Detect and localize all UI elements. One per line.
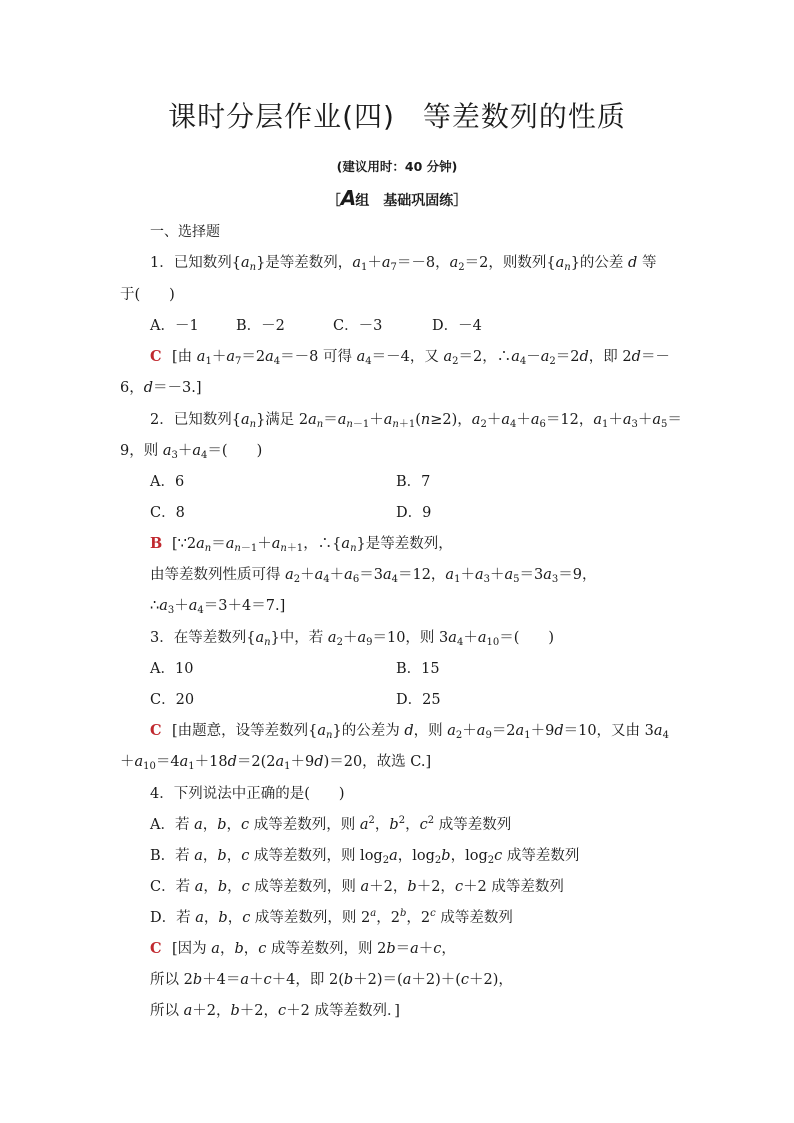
q1-solution-line2: 6，d＝－3.]: [120, 380, 202, 396]
q2-answer-letter: B: [150, 535, 163, 552]
q4-solution-line2: 所以 2b＋4＝a＋c＋4，即 2(b＋2)＝(a＋2)＋(c＋2)，: [150, 972, 513, 988]
q2-option-a: A．6: [150, 474, 185, 490]
q2-option-b: B．7: [396, 474, 431, 490]
q2-solution-line3: $\therefore a_3+a_4=3+4=7$.]: [150, 598, 286, 616]
q1-option-c: C．－3: [333, 318, 383, 334]
q2-option-d: D．9: [396, 505, 432, 521]
group-heading: ［A组 基础巩固练］: [326, 186, 468, 210]
q2-stem-line2: 9，则 $a_3+a_4=$( ): [120, 443, 263, 461]
q1-option-b: B．－2: [236, 318, 285, 334]
q2-solution-line1: B [$\because 2a_n=a_{n-1}+a_{n+1}$，$\therefore\{a_n\}$是等差数列，: [150, 535, 453, 554]
q1-solution-line1: C [由 $a_1+a_7=2a_4=-8$ 可得 $a_4=-4$，又 $a_2=2$，$\therefore a_4-a_2=2d$，即 2d＝－: [150, 348, 670, 367]
q4-option-b: B．若 a，b，c 成等差数列，则 $\log_2a$，$\log_2b$，$\log_2c$ 成等差数列: [150, 848, 580, 866]
q1-option-a: A．－1: [150, 318, 199, 334]
q4-solution-line1: C [因为 a，b，c 成等差数列，则 2b＝a＋c，: [150, 940, 456, 957]
q3-answer-letter: C: [150, 722, 162, 739]
q3-option-b: B．15: [396, 661, 440, 677]
q3-option-a: A．10: [150, 661, 194, 677]
time-note: (建议用时：40 分钟): [336, 159, 458, 174]
q2-stem-line1: 2．已知数列$\{a_n\}$满足 $2a_n=a_{n-1}+a_{n+1}(n\ge 2)$，$a_2+a_4+a_6=12$，$a_1+a_3+a_5=$: [150, 412, 682, 430]
q4-answer-letter: C: [150, 940, 162, 957]
page-title: 课时分层作业(四) 等差数列的性质: [168, 100, 626, 133]
section-heading: 一、选择题: [150, 224, 220, 240]
q3-stem: 3．在等差数列$\{a_n\}$中，若 $a_2+a_9=10$，则 $3a_4+a_{10}=$( ): [150, 630, 555, 648]
q3-option-d: D．25: [396, 692, 441, 708]
q3-option-c: C．20: [150, 692, 195, 708]
q4-option-d: D．若 a，b，c 成等差数列，则 2$^a$，2$^b$，2$^c$ 成等差数列: [150, 908, 513, 926]
q3-solution-line1: C [由题意，设等差数列$\{a_n\}$的公差为 d，则 $a_2+a_9=2a_1+9d=10$，又由 $3a_4$: [150, 722, 669, 741]
q4-stem: 4．下列说法中正确的是( ): [150, 786, 345, 802]
q1-answer-letter: C: [150, 348, 162, 365]
q1-option-d: D．－4: [432, 318, 482, 334]
q3-solution-line2: $+a_{10}=4a_1+18d=2(2a_1+9d)=20$，故选 C.]: [120, 754, 432, 772]
q4-solution-line3: 所以 a＋2，b＋2，c＋2 成等差数列．]: [150, 1003, 400, 1019]
q4-option-a: A．若 a，b，c 成等差数列，则 $a^2$，$b^2$，$c^2$ 成等差数列: [150, 815, 512, 833]
group-letter: A: [340, 186, 356, 210]
q1-stem-line1: 1．已知数列$\{a_n\}$是等差数列，$a_1+a_7=-8$，$a_2=2$，则数列$\{a_n\}$的公差 d 等: [150, 255, 657, 273]
q1-stem-line2: 于( ): [120, 287, 175, 303]
q2-solution-line2: 由等差数列性质可得 $a_2+a_4+a_6=3a_4=12$，$a_1+a_3+a_5=3a_3=9$，: [150, 567, 597, 585]
q2-option-c: C．8: [150, 505, 185, 521]
q4-option-c: C．若 a，b，c 成等差数列，则 a＋2，b＋2，c＋2 成等差数列: [150, 879, 564, 895]
